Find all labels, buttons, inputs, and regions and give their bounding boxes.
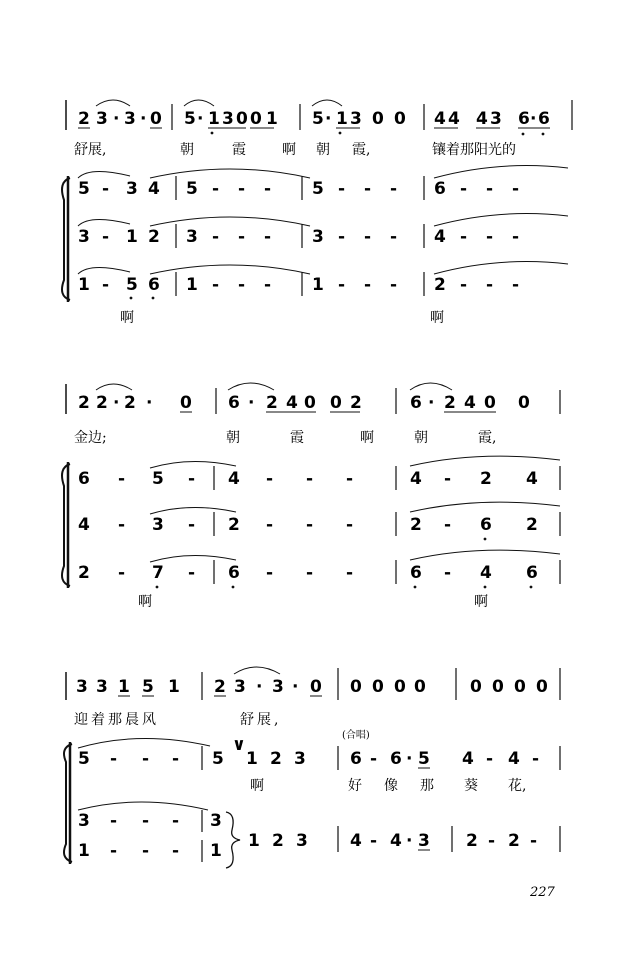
note: 6 (410, 563, 422, 583)
dash: - (486, 749, 494, 769)
dash: - (118, 469, 126, 489)
dash: - (460, 275, 468, 295)
note: 5 (312, 179, 324, 199)
dash: - (264, 227, 272, 247)
dash: - (142, 841, 150, 861)
dash: - (390, 179, 398, 199)
dash: - (238, 227, 246, 247)
note: 6 (434, 179, 446, 199)
dash: - (488, 831, 496, 851)
note: 6 (390, 749, 402, 769)
lyric: 葵 (464, 778, 478, 794)
lyric: 朝 (414, 430, 428, 446)
note: 3 (222, 109, 234, 129)
note: 2 (228, 515, 240, 535)
dash: - (172, 811, 180, 831)
dot: · (140, 109, 147, 129)
dash: - (266, 469, 274, 489)
voice-23-combined (248, 826, 560, 852)
dot: · (325, 109, 332, 129)
note: 2 (410, 515, 422, 535)
note: 2 (434, 275, 446, 295)
dash: - (212, 275, 220, 295)
dot: · (113, 109, 120, 129)
lyric: 啊 (138, 594, 152, 610)
lyrics-line (74, 141, 516, 158)
dash: - (306, 563, 314, 583)
lyric: 啊 (360, 430, 374, 446)
dash: - (346, 563, 354, 583)
dash: - (110, 749, 118, 769)
dash: - (238, 179, 246, 199)
note: 4 (350, 831, 362, 851)
note: 2 (78, 563, 90, 583)
note: 3 (312, 227, 324, 247)
dash: - (530, 831, 538, 851)
voice-2 (78, 214, 568, 248)
note: 6 (526, 563, 538, 583)
rest: 0 (484, 393, 496, 413)
dash: - (110, 841, 118, 861)
dot: · (292, 677, 299, 697)
note: 1 (118, 677, 130, 697)
note: 5 (78, 179, 90, 199)
note: 3 (78, 811, 90, 831)
dash: - (532, 749, 540, 769)
rest: 0 (304, 393, 316, 413)
dash: - (444, 469, 452, 489)
lyric: 好 (348, 778, 362, 794)
system-3 (64, 667, 560, 868)
dash: - (512, 227, 520, 247)
dash: - (338, 227, 346, 247)
note: 2 (78, 109, 90, 129)
rest: 0 (536, 677, 548, 697)
dash: - (486, 227, 494, 247)
lyric: 啊 (250, 778, 264, 794)
note: 1 (210, 841, 222, 861)
rest: 0 (310, 677, 322, 697)
dash: - (370, 749, 378, 769)
note: 6 (410, 393, 422, 413)
dash: - (346, 469, 354, 489)
note: 3 (294, 749, 306, 769)
lyric: 舒展, (240, 712, 282, 728)
note: 4 (410, 469, 422, 489)
note: 4 (476, 109, 488, 129)
note: 3 (126, 179, 138, 199)
note: 2 (508, 831, 520, 851)
dash: - (460, 179, 468, 199)
note: 6 (148, 275, 160, 295)
rest: 0 (394, 109, 406, 129)
lyric: 霞 (290, 430, 304, 446)
dash: - (172, 749, 180, 769)
dash: - (364, 179, 372, 199)
note: 2 (148, 227, 160, 247)
lyrics-line (74, 712, 370, 741)
dash: - (364, 275, 372, 295)
dash: - (188, 563, 196, 583)
lyric: 啊 (282, 142, 296, 158)
rest: 0 (180, 393, 192, 413)
dash: - (118, 515, 126, 535)
lyric: 霞, (352, 142, 371, 158)
dash: - (486, 179, 494, 199)
system-2 (62, 383, 560, 610)
note: 1 (208, 109, 220, 129)
note: 5 (212, 749, 224, 769)
note: 3 (210, 811, 222, 831)
note: 6 (480, 515, 492, 535)
note: 2 (526, 515, 538, 535)
dash: - (238, 275, 246, 295)
dash: - (110, 811, 118, 831)
lyric: 霞, (478, 430, 497, 446)
note: 3 (350, 109, 362, 129)
note: 5 (142, 677, 154, 697)
page-number: 227 (530, 885, 555, 900)
note: 5 (152, 469, 164, 489)
note: 4 (228, 469, 240, 489)
rest: 0 (518, 393, 530, 413)
lyric: 花, (508, 778, 527, 794)
rest: 0 (330, 393, 342, 413)
lyric: 那 (420, 778, 434, 794)
melody-line (66, 100, 572, 135)
note: 4 (148, 179, 160, 199)
dash: - (486, 275, 494, 295)
note: 6 (538, 109, 550, 129)
brace (226, 812, 240, 868)
note: 3 (272, 677, 284, 697)
note: 1 (168, 677, 180, 697)
dot: · (530, 109, 537, 129)
dash: - (264, 179, 272, 199)
dash: - (102, 275, 110, 295)
dot: · (406, 749, 413, 769)
note: 3 (124, 109, 136, 129)
note: 1 (336, 109, 348, 129)
note: 2 (466, 831, 478, 851)
note: 1 (126, 227, 138, 247)
voice-2 (78, 502, 560, 540)
dot: · (197, 109, 204, 129)
note: 2 (350, 393, 362, 413)
note: 1 (78, 275, 90, 295)
note: 3 (490, 109, 502, 129)
note: 1 (312, 275, 324, 295)
dash: - (364, 227, 372, 247)
note: 5 (312, 109, 324, 129)
note: 6 (228, 563, 240, 583)
note: 2 (444, 393, 456, 413)
voice-3 (78, 840, 222, 862)
note: 4 (462, 749, 474, 769)
lyric: 啊 (120, 310, 134, 326)
note: 5 (78, 749, 90, 769)
note: 1 (248, 831, 260, 851)
dot: · (113, 393, 120, 413)
note: 4 (434, 227, 446, 247)
note: 2 (96, 393, 108, 413)
rest: 0 (492, 677, 504, 697)
note: 5 (126, 275, 138, 295)
note: 4 (390, 831, 402, 851)
dash: - (444, 515, 452, 535)
note: 3 (76, 677, 88, 697)
note: 3 (78, 227, 90, 247)
lyric: 迎着那晨风 (74, 712, 159, 728)
lyric: 舒展, (74, 142, 107, 158)
dash: - (444, 563, 452, 583)
note: 5 (418, 749, 430, 769)
lyric: 朝 (226, 430, 240, 446)
note: 1 (246, 749, 258, 769)
note: 2 (480, 469, 492, 489)
note: 4 (448, 109, 460, 129)
note: 4 (286, 393, 298, 413)
melody-line (66, 383, 560, 414)
dot: · (248, 393, 255, 413)
lyric: 金边; (74, 430, 107, 446)
dot: · (256, 677, 263, 697)
dash: - (512, 275, 520, 295)
dash: - (306, 515, 314, 535)
dash: - (118, 563, 126, 583)
note: 3 (418, 831, 430, 851)
dash: - (142, 811, 150, 831)
rest: 0 (514, 677, 526, 697)
note: 3 (186, 227, 198, 247)
note: 6 (228, 393, 240, 413)
note: 1 (78, 841, 90, 861)
dash: - (102, 179, 110, 199)
note: 6 (78, 469, 90, 489)
note: 3 (234, 677, 246, 697)
dash: - (188, 515, 196, 535)
rest: 0 (236, 109, 248, 129)
note: 2 (124, 393, 136, 413)
note: 4 (434, 109, 446, 129)
note: 6 (350, 749, 362, 769)
dash: - (264, 275, 272, 295)
rest: 0 (414, 677, 426, 697)
lyric: 镶着那阳光的 (432, 142, 516, 158)
dash: - (370, 831, 378, 851)
system-1 (62, 100, 572, 326)
voice-1 (78, 735, 560, 770)
dash: - (102, 227, 110, 247)
note: 1 (186, 275, 198, 295)
note: 3 (296, 831, 308, 851)
dash: - (212, 179, 220, 199)
dot: · (146, 393, 153, 413)
rest: 0 (150, 109, 162, 129)
note: 2 (272, 831, 284, 851)
note: 4 (78, 515, 90, 535)
breath-mark: ∨ (232, 735, 246, 755)
rest: 0 (350, 677, 362, 697)
note: 4 (508, 749, 520, 769)
note: 6 (518, 109, 530, 129)
note: 3 (152, 515, 164, 535)
voice-2 (78, 802, 222, 832)
note: 5 (186, 179, 198, 199)
dash: - (266, 563, 274, 583)
lyric: 像 (384, 778, 398, 794)
lyric: 朝 (180, 142, 194, 158)
dash: - (338, 179, 346, 199)
melody-line (66, 667, 560, 700)
dash: - (512, 179, 520, 199)
voice-3 (78, 262, 568, 300)
note: 2 (78, 393, 90, 413)
note: 4 (480, 563, 492, 583)
dash: - (460, 227, 468, 247)
dash: - (306, 469, 314, 489)
dash: - (212, 227, 220, 247)
chorus-annotation: (合唱) (342, 730, 370, 741)
note: 2 (270, 749, 282, 769)
dash: - (346, 515, 354, 535)
dash: - (390, 227, 398, 247)
note: 2 (266, 393, 278, 413)
rest: 0 (372, 109, 384, 129)
rest: 0 (372, 677, 384, 697)
lyric: 啊 (474, 594, 488, 610)
note: 4 (526, 469, 538, 489)
note: 3 (96, 109, 108, 129)
dash: - (266, 515, 274, 535)
dot: · (428, 393, 435, 413)
note: 3 (96, 677, 108, 697)
dash: - (172, 841, 180, 861)
note: 5 (184, 109, 196, 129)
rest: 0 (250, 109, 262, 129)
voice-3 (78, 550, 560, 588)
rest: 0 (394, 677, 406, 697)
note: 7 (152, 563, 164, 583)
note: 4 (464, 393, 476, 413)
lyric: 霞 (232, 142, 246, 158)
lyrics-line (74, 429, 496, 446)
dash: - (390, 275, 398, 295)
rest: 0 (470, 677, 482, 697)
note: 1 (266, 109, 278, 129)
voice-1-lyrics (250, 777, 526, 794)
dash: - (188, 469, 196, 489)
dash: - (142, 749, 150, 769)
voice-1 (78, 166, 568, 200)
dash: - (338, 275, 346, 295)
voice-1 (78, 456, 560, 490)
note: 2 (214, 677, 226, 697)
lyric: 啊 (430, 310, 444, 326)
dot: · (406, 831, 413, 851)
lyric: 朝 (316, 142, 330, 158)
